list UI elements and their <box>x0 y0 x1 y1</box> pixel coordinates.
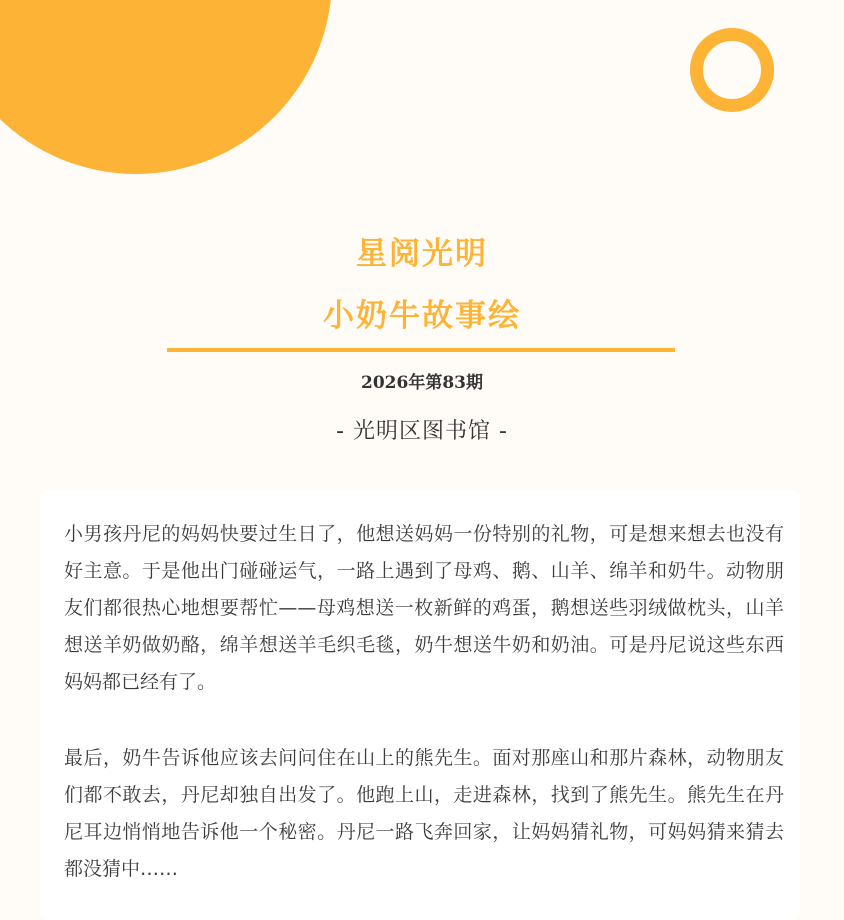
page-subtitle: 小奶牛故事绘 <box>323 298 521 334</box>
library-name: - 光明区图书馆 - <box>336 419 508 444</box>
issue-number: 2026年第83期 <box>361 373 483 393</box>
story-paragraph: 小男孩丹尼的妈妈快要过生日了，他想送妈妈一份特别的礼物，可是想来想去也没有好主意。于是他出门碰碰运气，一路上遇到了母鸡、鹅、山羊、绵羊和奶牛。动物朋友们都很热心地想要帮忙——母鸡想送一枚新鲜的鸡蛋，鹅想送些羽绒做枕头，山羊想送羊奶做奶酪，绵羊想送羊毛织毛毯，奶牛想送牛奶和奶油。可是丹尼说这些东西妈妈都已经有了。 <box>64 523 784 693</box>
story-paragraph: 最后，奶牛告诉他应该去问问住在山上的熊先生。面对那座山和那片森林，动物朋友们都不敢去，丹尼却独自出发了。他跑上山，走进森林，找到了熊先生。熊先生在丹尼耳边悄悄地告诉他一个秘密。丹尼一路飞奔回家，让妈妈猜礼物，可妈妈猜来猜去都没猜中…… <box>64 747 784 880</box>
page-title: 星阅光明 <box>356 236 488 272</box>
decorative-circle <box>0 0 332 174</box>
decorative-ring <box>690 28 774 112</box>
title-divider <box>167 348 675 352</box>
